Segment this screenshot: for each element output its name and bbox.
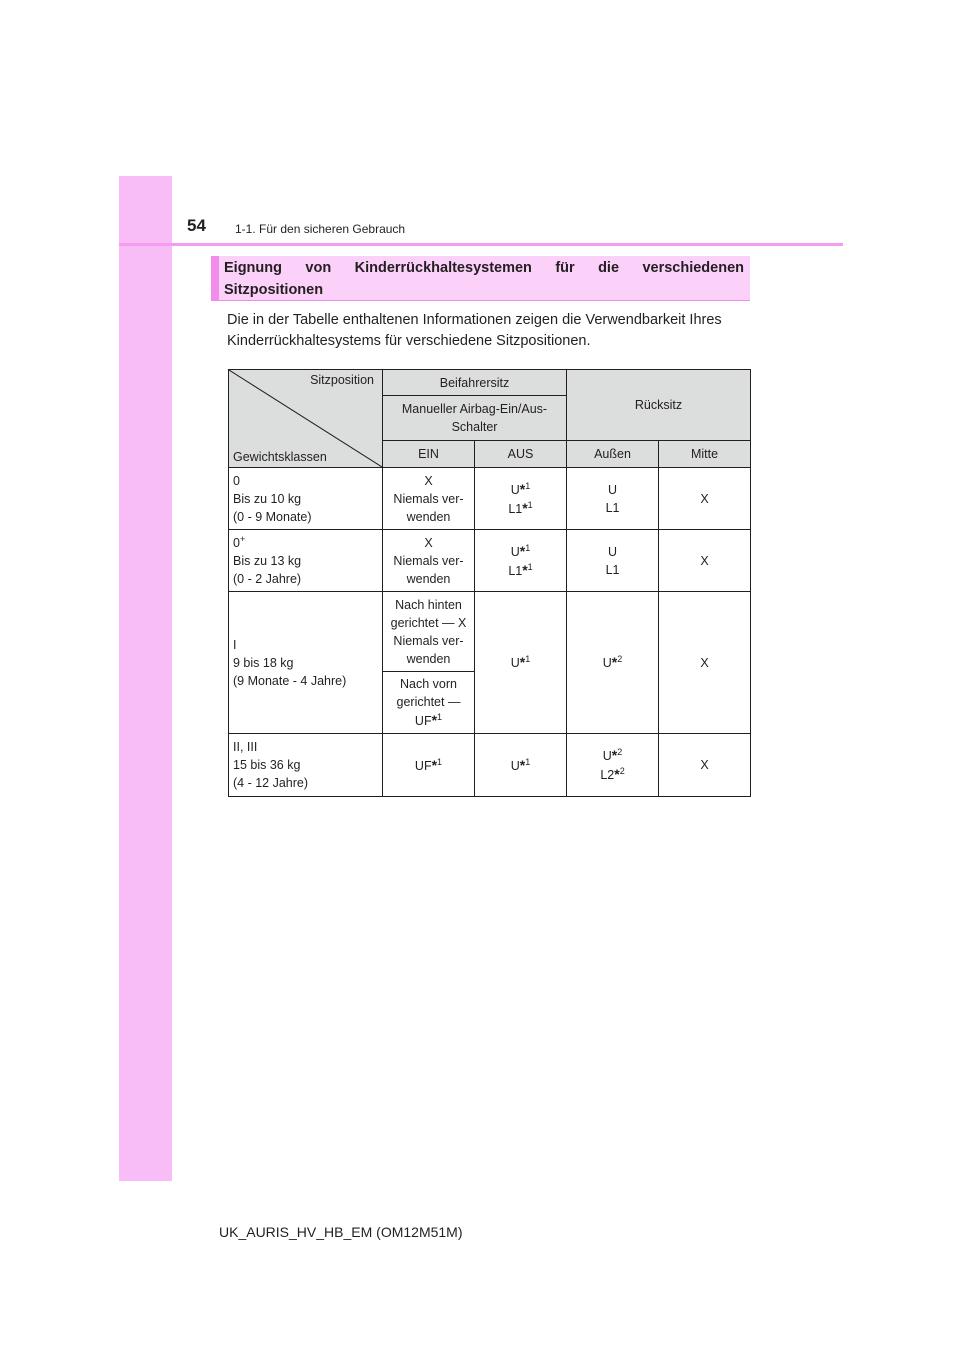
cell-aussen: U L1 [567, 530, 659, 592]
cell-aussen: U*$^2$ L2*$^2$ [567, 734, 659, 797]
seat-suitability-table [228, 369, 751, 797]
table-row [229, 468, 751, 530]
table-row [229, 734, 751, 797]
heading-text: Eignung von Kinderrückhaltesystemen für die verschiedenen Sitzpositionen [224, 260, 744, 298]
cell-aussen: U*$^2$ [567, 592, 659, 734]
header-mitte: Mitte [659, 441, 751, 468]
cell-mitte: X [659, 592, 751, 734]
header-aus: AUS [475, 441, 567, 468]
page-number: 54 [187, 216, 206, 235]
corner-cell [229, 370, 383, 468]
weight-class-cell: 0+ Bis zu 13 kg (0 - 2 Jahre) [229, 530, 383, 592]
side-color-band [119, 176, 172, 1181]
cell-ein-rear-facing: Nach hinten gerichtet — X Niemals ver- wenden [383, 592, 475, 672]
header-ruecksitz: Rücksitz [567, 370, 751, 441]
cell-ein: X Niemals ver- wenden [383, 530, 475, 592]
footer-doc-code: UK_AURIS_HV_HB_EM (OM12M51M) [219, 1224, 463, 1240]
cell-mitte: X [659, 734, 751, 797]
table-row [229, 592, 751, 672]
header-beifahrersitz: Beifahrersitz [383, 370, 567, 396]
header-rule [119, 243, 843, 246]
weight-class-cell: I 9 bis 18 kg (9 Monate - 4 Jahre) [229, 592, 383, 734]
table-row [229, 530, 751, 592]
corner-label-weight: Gewichtsklassen [233, 450, 327, 464]
cell-aus: U*$^1$ L1*$^1$ [475, 530, 567, 592]
cell-ein-forward-facing: Nach vorn gerichtet — UF*$^1$ [383, 672, 475, 734]
cell-mitte: X [659, 468, 751, 530]
header-ein: EIN [383, 441, 475, 468]
section-title: 1-1. Für den sicheren Gebrauch [235, 222, 406, 236]
weight-class-cell: 0 Bis zu 10 kg (0 - 9 Monate) [229, 468, 383, 530]
cell-aus: U*$^1$ L1*$^1$ [475, 468, 567, 530]
heading-box [211, 256, 750, 301]
cell-aus: U*$^1$ [475, 734, 567, 797]
cell-ein: X Niemals ver- wenden [383, 468, 475, 530]
cell-aus: U*$^1$ [475, 592, 567, 734]
heading-accent-bar [211, 256, 219, 300]
weight-class-cell: II, III 15 bis 36 kg (4 - 12 Jahre) [229, 734, 383, 797]
intro-paragraph: Die in der Tabelle enthaltenen Informationen zeigen die Verwendbarkeit Ihres Kinderrückhaltesystems für verschiedene Sitzpositionen. [227, 312, 722, 349]
corner-label-position: Sitzposition [310, 373, 374, 387]
cell-mitte: X [659, 530, 751, 592]
header-airbag-switch: Manueller Airbag-Ein/Aus-Schalter [383, 396, 567, 441]
cell-ein: UF*$^1$ [383, 734, 475, 797]
header-aussen: Außen [567, 441, 659, 468]
cell-aussen: U L1 [567, 468, 659, 530]
